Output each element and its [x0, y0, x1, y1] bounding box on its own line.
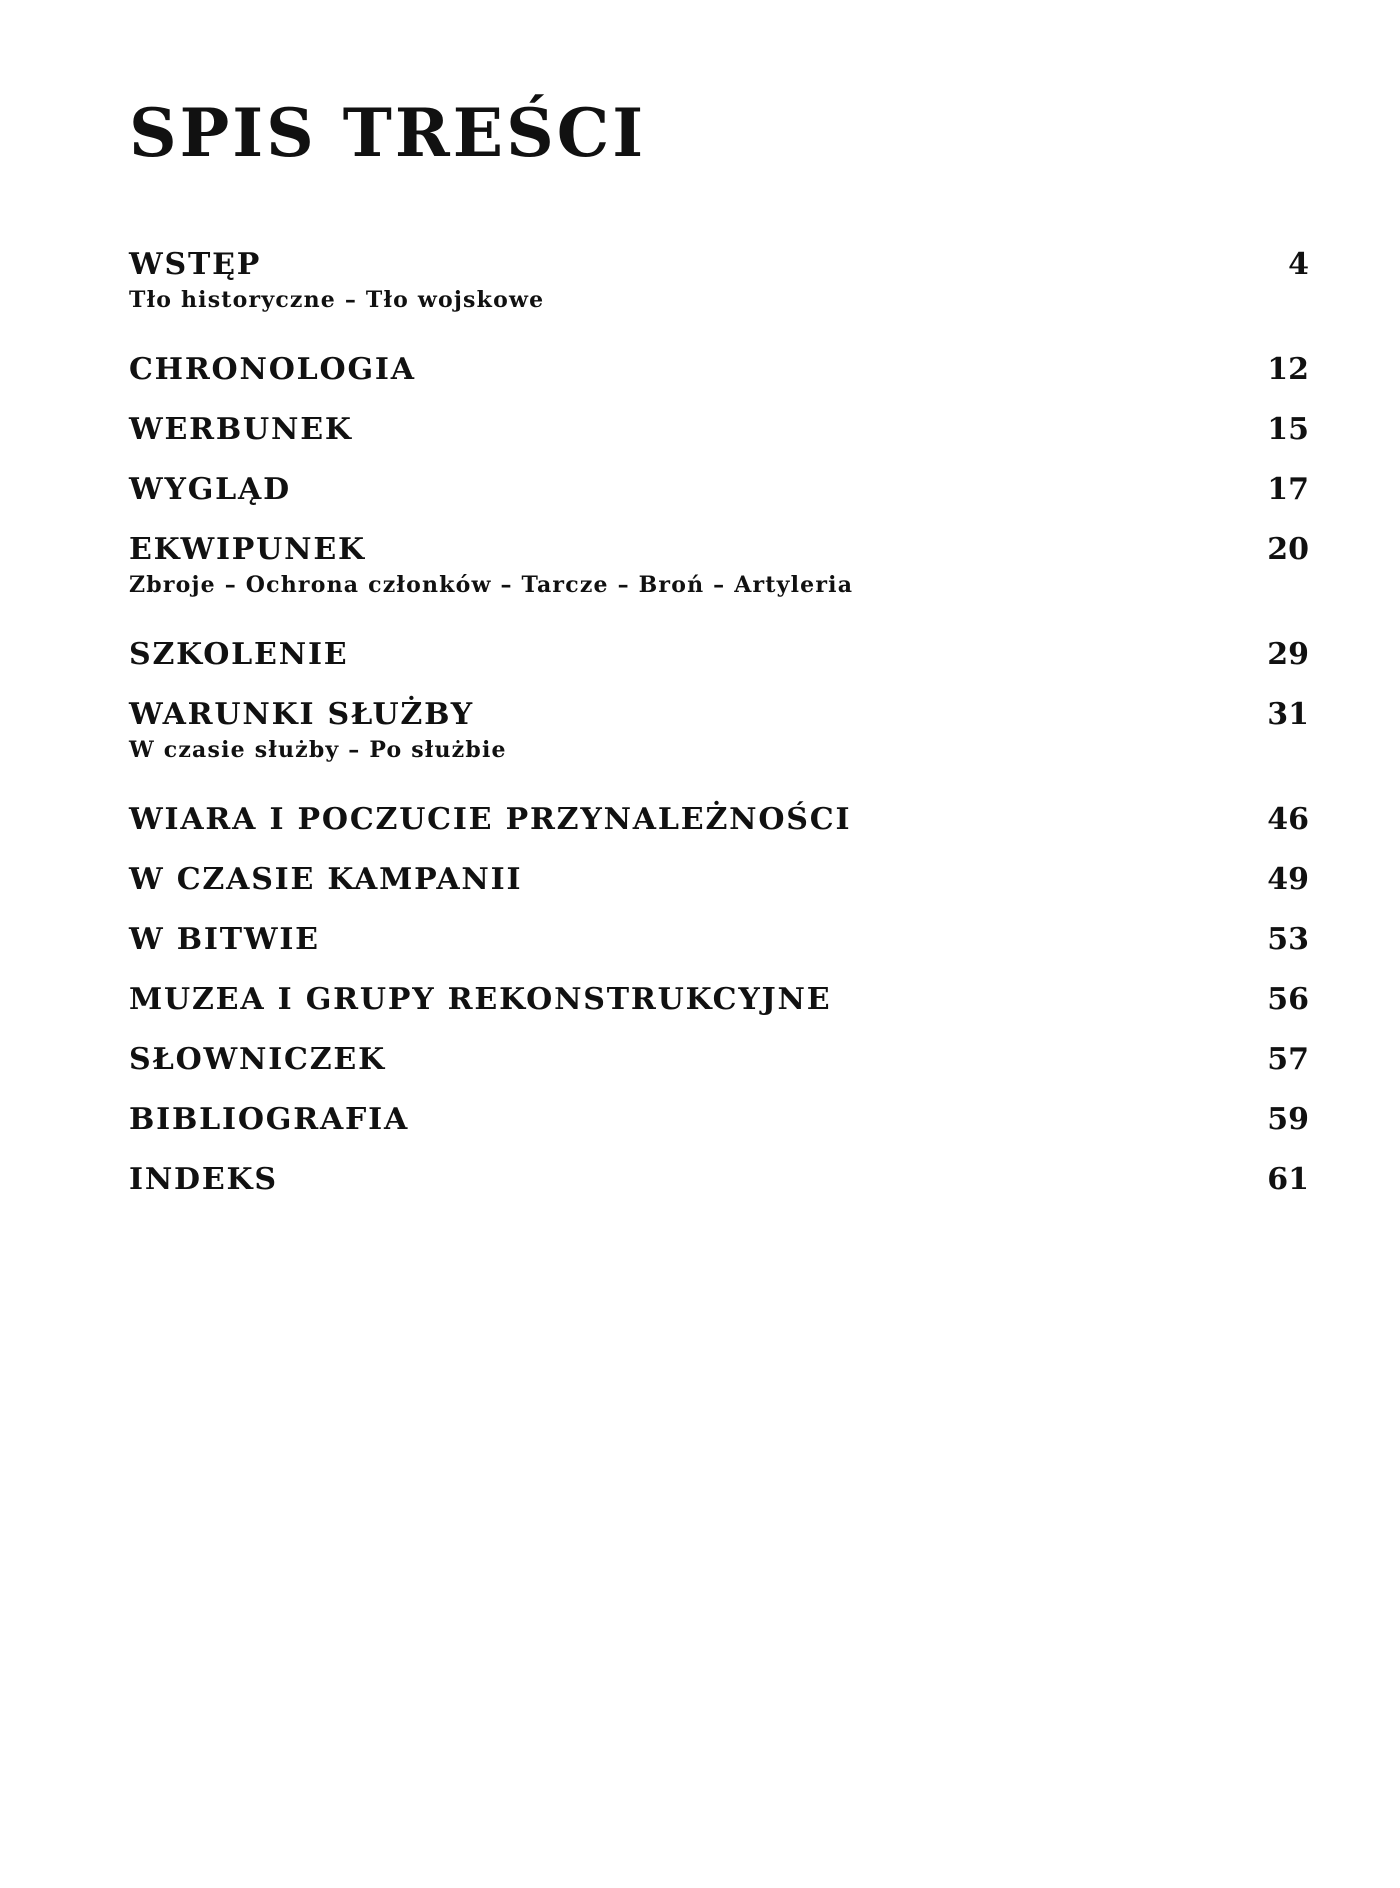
toc-entry-ekwipunek[interactable] [129, 533, 1309, 598]
toc-entry-subtopics: W czasie służby – Po służbie [129, 737, 507, 763]
toc-entry-row [129, 473, 1309, 507]
toc-entry-page-number: 49 [1267, 862, 1309, 897]
toc-entry-title: W BITWIE [129, 922, 320, 957]
toc-entry-title: WARUNKI SŁUŻBY [129, 697, 474, 732]
toc-entry-row [129, 1043, 1309, 1077]
toc-entry-row [129, 983, 1309, 1017]
toc-entry-page-number: 56 [1267, 982, 1309, 1017]
toc-entry-row [129, 638, 1309, 672]
toc-entry-slowniczek[interactable] [129, 1043, 1309, 1077]
toc-entry-page-number: 31 [1267, 697, 1309, 732]
toc-entry-title: SZKOLENIE [129, 637, 349, 672]
page-title: SPIS TREŚCI [129, 94, 647, 172]
toc-entry-w-bitwie[interactable] [129, 923, 1309, 957]
toc-entry-title: WSTĘP [129, 247, 262, 282]
toc-entry-page-number: 61 [1267, 1162, 1309, 1197]
toc-entry-indeks[interactable] [129, 1163, 1309, 1197]
toc-entry-page-number: 59 [1267, 1102, 1309, 1137]
toc-entry-werbunek[interactable] [129, 413, 1309, 447]
toc-entry-title: SŁOWNICZEK [129, 1042, 386, 1077]
toc-entry-row [129, 698, 1309, 732]
toc-entry-warunki-sluzby[interactable] [129, 698, 1309, 763]
toc-entry-title: WYGLĄD [129, 472, 291, 507]
toc-entry-title: BIBLIOGRAFIA [129, 1102, 410, 1137]
toc-entry-title: WIARA I POCZUCIE PRZYNALEŻNOŚCI [129, 802, 852, 837]
toc-entry-page-number: 20 [1267, 532, 1309, 567]
toc-entry-row [129, 248, 1309, 282]
toc-entry-row [129, 353, 1309, 387]
toc-entry-title: EKWIPUNEK [129, 532, 366, 567]
toc-entry-title: INDEKS [129, 1162, 278, 1197]
toc-entry-row [129, 533, 1309, 567]
toc-entry-page-number: 17 [1267, 472, 1309, 507]
toc-entry-subtopics: Tło historyczne – Tło wojskowe [129, 287, 545, 313]
toc-entry-w-czasie-kampanii[interactable] [129, 863, 1309, 897]
toc-entry-title: CHRONOLOGIA [129, 352, 416, 387]
toc-entry-title: WERBUNEK [129, 412, 353, 447]
toc-entry-subtopics: Zbroje – Ochrona członków – Tarcze – Broń – Artyleria [129, 572, 854, 598]
toc-entry-page-number: 53 [1267, 922, 1309, 957]
toc-entry-wstep[interactable] [129, 248, 1309, 313]
toc-entry-wiara[interactable] [129, 803, 1309, 837]
toc-entry-row [129, 803, 1309, 837]
toc-entry-page-number: 46 [1267, 802, 1309, 837]
toc-entry-szkolenie[interactable] [129, 638, 1309, 672]
toc-entry-row [129, 1103, 1309, 1137]
toc-entry-page-number: 12 [1267, 352, 1309, 387]
toc-entry-row [129, 413, 1309, 447]
toc-entry-page-number: 57 [1267, 1042, 1309, 1077]
toc-entry-wyglad[interactable] [129, 473, 1309, 507]
toc-entry-row [129, 923, 1309, 957]
toc-entry-title: W CZASIE KAMPANII [129, 862, 523, 897]
toc-entry-chronologia[interactable] [129, 353, 1309, 387]
toc-entry-page-number: 15 [1267, 412, 1309, 447]
toc-entry-page-number: 29 [1267, 637, 1309, 672]
toc-entry-title: MUZEA I GRUPY REKONSTRUKCYJNE [129, 982, 832, 1017]
toc-entry-page-number: 4 [1288, 247, 1309, 282]
toc-entry-row [129, 1163, 1309, 1197]
table-of-contents [129, 248, 1309, 1223]
toc-entry-row [129, 863, 1309, 897]
toc-entry-bibliografia[interactable] [129, 1103, 1309, 1137]
toc-entry-muzea[interactable] [129, 983, 1309, 1017]
